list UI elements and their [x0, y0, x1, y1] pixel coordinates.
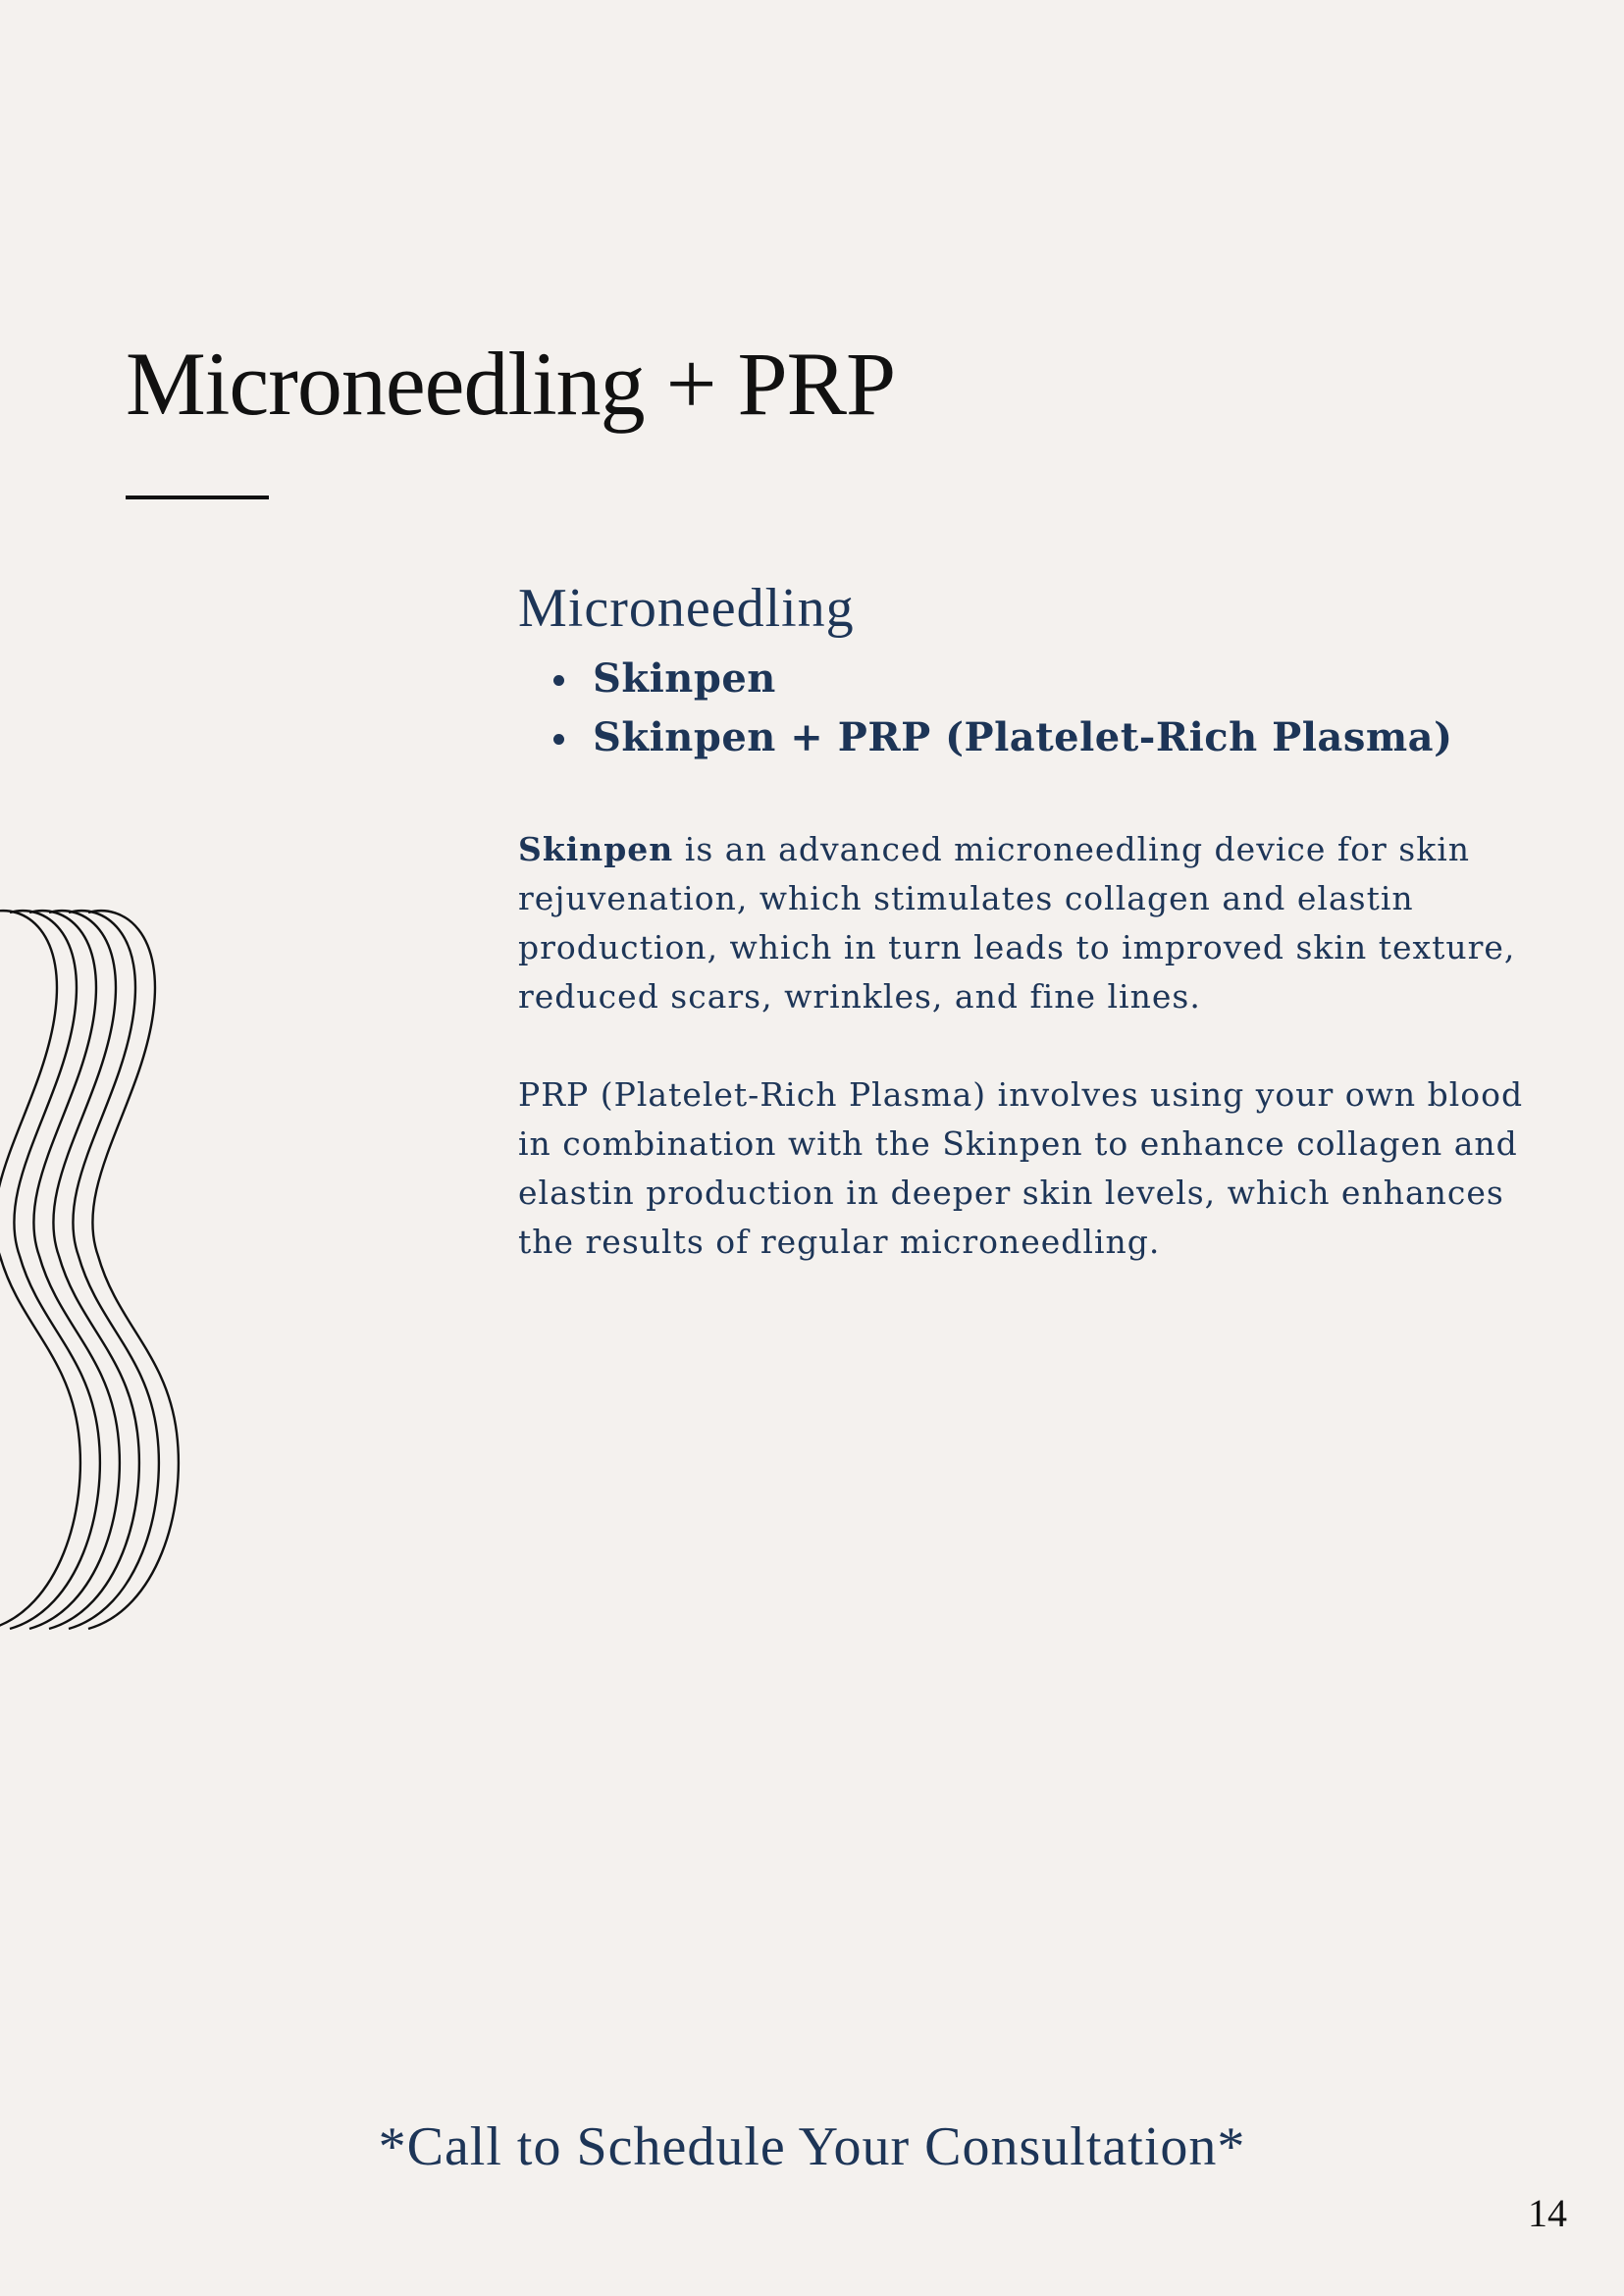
bullet-icon: [553, 734, 564, 745]
section-heading: Microneedling: [518, 578, 855, 639]
service-list: [518, 650, 1453, 767]
list-item-label: Skinpen + PRP (Platelet-Rich Plasma): [593, 714, 1453, 760]
prp-paragraph: PRP (Platelet-Rich Plasma) involves using your own blood in combination with the Skinpen to enhance collagen and elastin production in deeper skin levels, which enhances the results of regular microneedling.: [518, 1075, 1524, 1261]
skinpen-text: is an advanced microneedling device for skin rejuvenation, which stimulates collagen and elastin production, which in turn leads to improved skin texture, reduced scars, wrinkles, and fine lines.: [518, 830, 1516, 1016]
list-item: [518, 650, 1453, 708]
skinpen-paragraph: [518, 825, 1539, 1021]
page-number: 14: [1528, 2191, 1567, 2235]
skinpen-lead: Skinpen: [518, 830, 674, 868]
list-item-label: Skinpen: [593, 655, 776, 702]
call-to-action: *Call to Schedule Your Consultation*: [378, 2116, 1246, 2177]
wavy-lines-decoration: [0, 883, 275, 1668]
title-underline: [126, 496, 269, 499]
page-title: Microneedling + PRP: [126, 334, 896, 434]
bullet-icon: [553, 675, 564, 686]
list-item: [518, 708, 1453, 767]
